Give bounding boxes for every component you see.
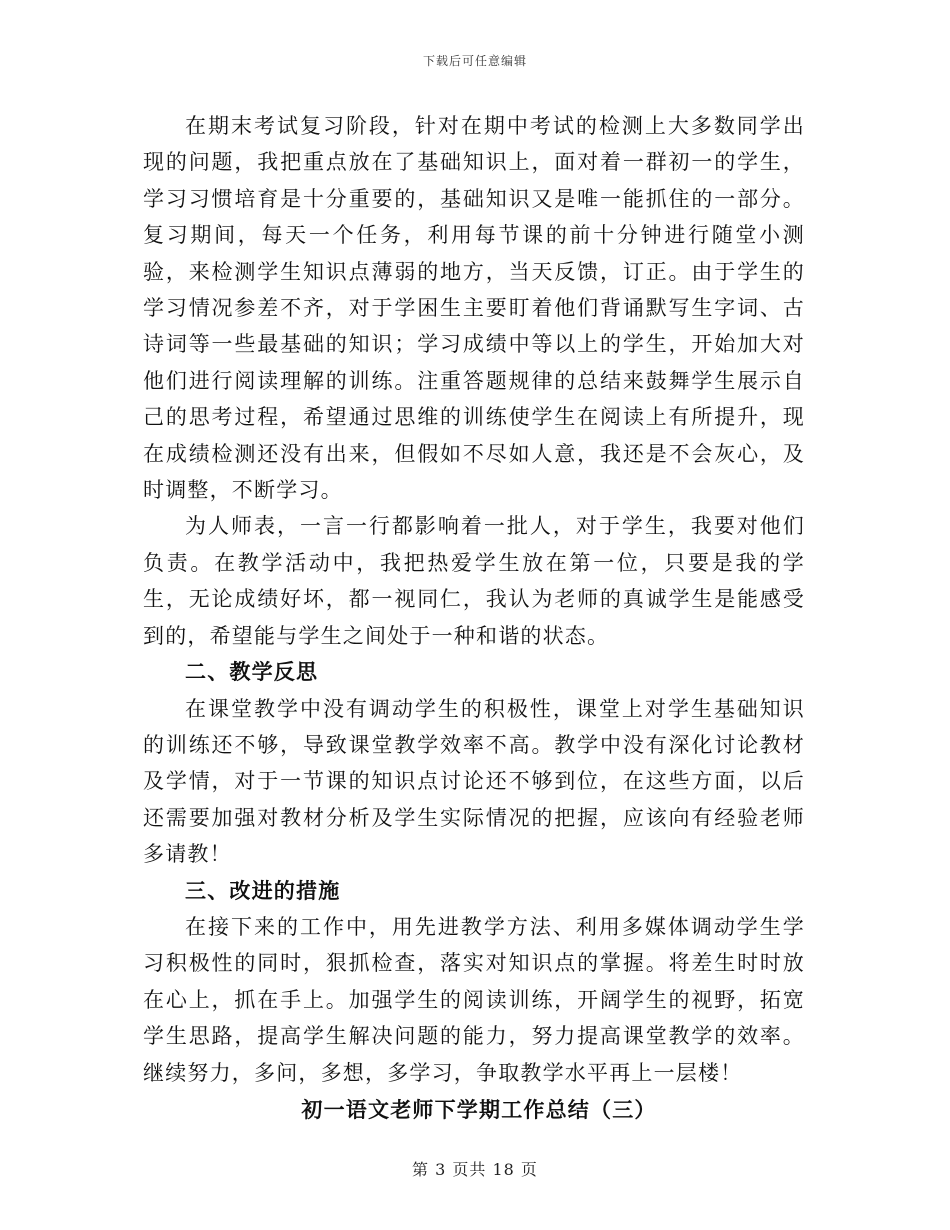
section-heading-reflection: 二、教学反思	[185, 659, 319, 685]
page-header: 下载后可任意编辑	[422, 54, 527, 68]
document-body	[143, 108, 805, 1129]
page-number: 第 3 页共 18 页	[412, 1160, 538, 1179]
paragraph-improvements: 在接下来的工作中，用先进教学方法、利用多媒体调动学生学习积极性的同时，狠抓检查，落实对知识点的掌握。将差生时时放在心上，抓在手上。加强学生的阅读训练，开阔学生的视野，拓宽学生思路，提高学生解决问题的能力，努力提高课堂教学的效率。继续努力，多问，多想，多学习，争取教学水平再上一层楼！	[143, 914, 805, 1085]
section-heading-improvements: 三、改进的措施	[185, 877, 341, 903]
paragraph-teacher-role: 为人师表，一言一行都影响着一批人，对于学生，我要对他们负责。在教学活动中，我把热爱学生放在第一位，只要是我的学生，无论成绩好坏，都一视同仁，我认为老师的真诚学生是能感受到的，希望能与学生之间处于一种和谐的状态。	[143, 514, 805, 648]
next-document-title: 初一语文老师下学期工作总结（三）	[301, 1096, 657, 1122]
paragraph-review-stage: 在期末考试复习阶段，针对在期中考试的检测上大多数同学出现的问题，我把重点放在了基础知识上，面对着一群初一的学生，学习习惯培育是十分重要的，基础知识又是唯一能抓住的一部分。复习期间，每天一个任务，利用每节课的前十分钟进行随堂小测验，来检测学生知识点薄弱的地方，当天反馈，订正。由于学生的学习情况参差不齐，对于学困生主要盯着他们背诵默写生字词、古诗词等一些最基础的知识；学习成绩中等以上的学生，开始加大对他们进行阅读理解的训练。注重答题规律的总结来鼓舞学生展示自己的思考过程，希望通过思维的训练使学生在阅读上有所提升，现在成绩检测还没有出来，但假如不尽如人意，我还是不会灰心，及时调整，不断学习。	[143, 114, 805, 503]
paragraph-reflection: 在课堂教学中没有调动学生的积极性，课堂上对学生基础知识的训练还不够，导致课堂教学效率不高。教学中没有深化讨论教材及学情，对于一节课的知识点讨论还不够到位，在这些方面，以后还需要加强对教材分析及学生实际情况的把握，应该向有经验老师多请教！	[143, 696, 805, 867]
